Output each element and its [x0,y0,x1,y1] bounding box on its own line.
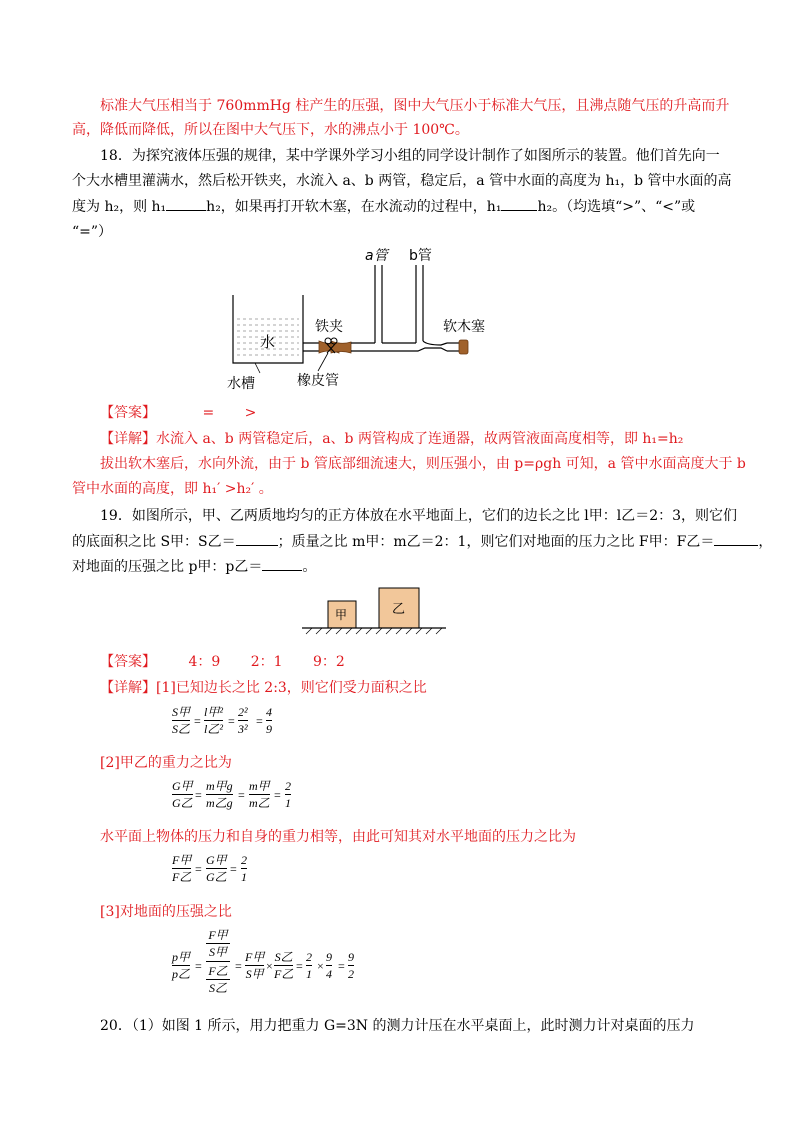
q19-stem-line1: 19．如图所示，甲、乙两质地均匀的正方体放在水平地面上，它们的边长之比 l甲：l乙＝2：3，则它们 [100,508,738,524]
eq4-frac-e: 9 4 [326,950,332,981]
q19-text-part2: ；质量之比 m甲：m乙＝2：1，则它们对地面的压力之比 F甲：F乙＝ [277,534,715,550]
q18-detail-line1: 【详解】水流入 a、b 两管稳定后，a、b 两管构成了连通器，故两管液面高度相等，即 h₁=h₂ [100,431,684,447]
cork-label: 软木塞 [443,319,485,335]
eq2-sign-1: = [195,788,202,802]
eq1-frac-r: 4 9 [266,705,272,736]
q18-detail-line3: 管中水面的高度，即 h₁′ >h₂′ 。 [72,481,273,497]
eq4-frac-p: p甲 p乙 [172,950,191,981]
ground-hatch [306,628,442,634]
q18-blank-1 [166,196,206,211]
eq2-sign-3: = [274,788,281,802]
q18-answer-2: > [244,405,257,421]
eq3-sign-1: = [195,862,202,876]
q19-blank-2 [714,531,758,546]
q18-apparatus-figure [215,245,505,395]
eq4-frac-d: 2 1 [306,950,312,981]
eq4-sign-4: = [338,959,345,973]
q19-stem-line2 [72,531,772,553]
eq4-frac-c: S乙 F乙 [274,950,294,981]
q18-stem-line3 [72,196,695,218]
hose-label: 橡皮管 [297,373,339,389]
q18-detail-line2: 拔出软木塞后，水向外流，由于 b 管底部细流速大，则压强小，由 p=ρgh 可知，a 管中水面高度大于 b [100,456,746,472]
q19-answer-1: 4：9 [188,654,221,670]
clamp-label: 铁夹 [315,319,343,335]
q18-stem-line1: 18．为探究液体压强的规律，某中学课外学习小组的同学设计制作了如图所示的装置。他们首先向一 [100,148,720,164]
eq4-frac-r: 9 2 [348,950,354,981]
eq4-sign-1: = [195,959,202,973]
q19-blank-3 [262,556,302,571]
eq4-frac-b: F甲 S甲 [245,950,265,981]
q18-text-part1: 度为 h₂，则 h₁ [72,199,167,215]
q19-text-part3: ， [758,534,773,550]
prev-detail-line2: 高，降低而降低，所以在图中大气压下，水的沸点小于 100℃。 [72,122,469,138]
q19-detail-3: 水平面上物体的压力和自身的重力相等，由此可知其对水平地面的压力之比为 [100,829,576,845]
eq3-frac-a: F甲 F乙 [172,853,192,884]
q19-answer [100,651,345,673]
q18-stem-line2: 个大水槽里灌满水，然后松开铁夹，水流入 a、b 两管，稳定后，a 管中水面的高度为 h₁，b 管中水面的高 [72,173,732,189]
eq1-frac-c: 2² 3² [238,705,248,736]
water-label: 水 [260,333,276,351]
q18-text-part3: h₂。（均选填“>”、“<”或 [537,199,696,215]
eq2-frac-a: G甲 G乙 [172,779,193,810]
eq3-sign-2: = [230,862,237,876]
q19-detail-1: 【详解】[1]已知边长之比 2:3，则它们受力面积之比 [100,680,427,696]
q20-stem-line1: 20．（1）如图 1 所示，用力把重力 G=3N 的测力计压在水平桌面上，此时测力计对桌面的压力 [100,1018,695,1034]
eq2-frac-r: 2 1 [285,779,291,810]
q19-text-part5: 。 [302,559,317,575]
q19-detail-2: [2]甲乙的重力之比为 [100,755,232,771]
eq4-times-1: × [266,959,273,973]
cube-jia-label: 甲 [335,608,348,622]
q18-answer [100,402,256,424]
eq3-frac-r: 2 1 [241,853,247,884]
eq4-times-2: × [317,959,324,973]
cube-yi-label: 乙 [392,602,406,617]
tube-b-label: b管 [409,248,432,264]
q19-detail-4: [3]对地面的压强之比 [100,904,232,920]
eq2-frac-c: m甲 m乙 [249,779,270,810]
tube-a-label: a管 [365,248,388,264]
eq4-compound-frac: F甲 S甲 F乙 S乙 [206,928,230,995]
eq1-sign-3: = [256,714,263,728]
eq1-frac-b: l甲² l乙² [204,705,223,736]
q19-answer-2: 2：1 [250,654,283,670]
prev-detail-line1: 标准大气压相当于 760mmHg 柱产生的压强，图中大气压小于标准大气压，且沸点随气压的升高而升 [100,98,730,114]
answer-label: 【答案】 [100,654,156,670]
eq4-sign-2: = [235,959,242,973]
q18-blank-2 [501,196,537,211]
answer-label: 【答案】 [100,405,156,421]
eq3-frac-b: G甲 G乙 [206,853,227,884]
q19-blank-1 [236,531,278,546]
q19-text-part1: 的底面积之比 S甲：S乙＝ [72,534,236,550]
q19-answer-3: 9：2 [313,654,345,670]
q19-cubes-figure [300,585,450,635]
q19-stem-line3 [72,556,316,578]
tank-label: 水槽 [227,376,255,392]
eq1-sign-1: = [194,714,201,728]
eq2-sign-2: = [238,788,245,802]
eq4-sign-3: = [296,959,303,973]
q18-answer-1: = [202,405,215,421]
eq1-sign-2: = [228,714,235,728]
q18-stem-line4: “=”） [72,224,113,240]
q18-text-part2: h₂，如果再打开软木塞，在水流动的过程中，h₁ [206,199,502,215]
eq1-frac-a: S甲 S乙 [172,705,191,736]
q19-text-part4: 对地面的压强之比 p甲：p乙＝ [72,559,263,575]
eq2-frac-b: m甲g m乙g [206,779,233,810]
cork-stopper [459,340,468,354]
